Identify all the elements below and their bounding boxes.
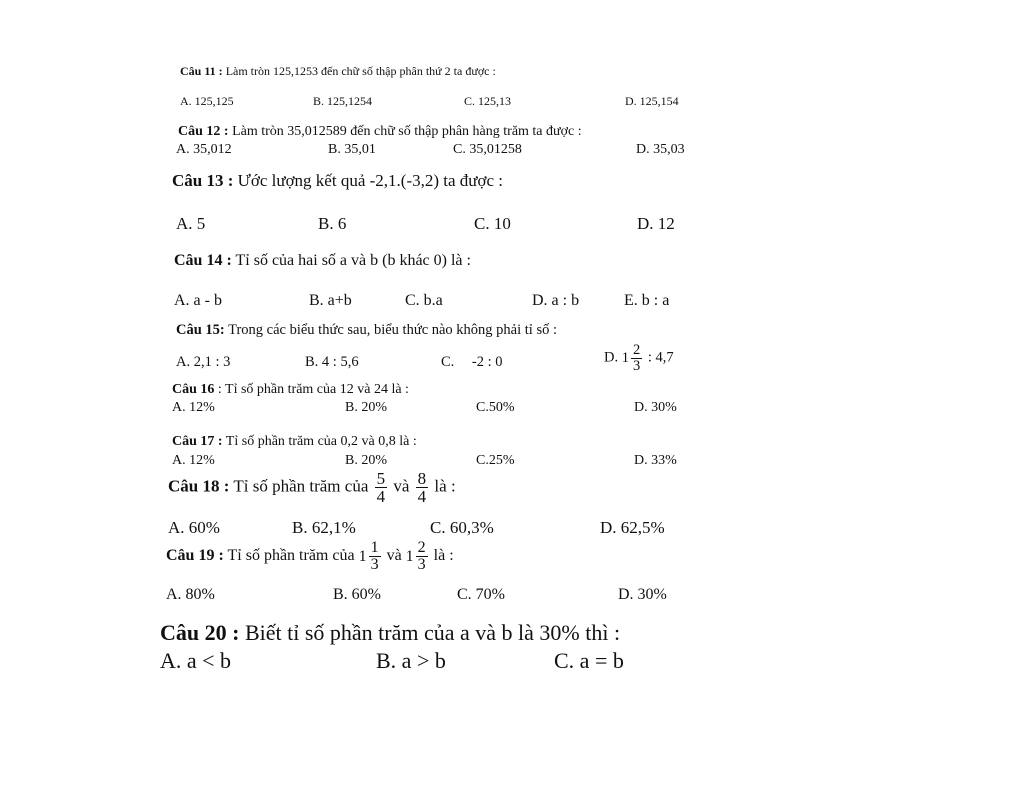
q19-option-d: D. 30%: [618, 586, 667, 603]
question-19-text: Tỉ số phần trăm của: [223, 547, 355, 565]
question-12-text: Làm tròn 35,012589 đến chữ số thập phân hàng trăm ta được :: [228, 124, 582, 139]
question-15: [176, 322, 557, 339]
fraction-denominator: 3: [417, 556, 426, 573]
question-17: [172, 434, 417, 450]
q13-option-a: A. 5: [176, 214, 206, 233]
q18-option-b: B. 62,1%: [292, 518, 356, 537]
question-19: [166, 540, 454, 573]
q13-option-d: D. 12: [637, 214, 675, 233]
question-16-label: Câu 16: [172, 382, 215, 397]
q20-option-b: B. a > b: [376, 648, 446, 673]
q16-option-b: B. 20%: [345, 400, 387, 415]
question-11-label: Câu 11 :: [180, 64, 223, 78]
q19-and: và: [386, 547, 402, 565]
q12-option-a: A. 35,012: [176, 142, 232, 157]
q18-fraction-2: [416, 470, 429, 505]
q18-option-c: C. 60,3%: [430, 518, 494, 537]
fraction-numerator: 8: [417, 469, 427, 488]
question-15-label: Câu 15:: [176, 322, 225, 338]
q15-option-d-mixed-number: [622, 343, 645, 373]
q14-option-d: D. a : b: [532, 292, 580, 309]
question-13-text: Ước lượng kết quả -2,1.(-3,2) ta được :: [233, 171, 504, 190]
q18-option-d: D. 62,5%: [600, 518, 665, 537]
question-13-label: Câu 13 :: [172, 171, 234, 190]
question-11: [180, 64, 496, 79]
question-14-label: Câu 14 :: [174, 252, 232, 269]
fraction-numerator: 1: [370, 539, 379, 556]
fraction-numerator: 2: [417, 539, 426, 556]
question-18-text: Tỉ số phần trăm của: [229, 476, 369, 496]
q17-option-c: C.25%: [476, 453, 515, 468]
question-18-label: Câu 18 :: [168, 476, 230, 496]
question-12-label: Câu 12 :: [178, 124, 229, 139]
q19-mixed-number-2: [406, 540, 430, 573]
fraction-denominator: 4: [417, 487, 427, 506]
q18-and: và: [393, 476, 410, 496]
q11-option-a: A. 125,125: [180, 94, 234, 108]
question-19-label: Câu 19 :: [166, 547, 224, 565]
q20-option-c: C. a = b: [554, 648, 624, 673]
question-20-text: Biết tỉ số phần trăm của a và b là 30% thì :: [239, 620, 621, 645]
q19-text-post: là :: [433, 547, 454, 565]
q14-option-a: A. a - b: [174, 292, 222, 309]
mixed-whole: 1: [358, 547, 367, 565]
q15-option-c-value: -2 : 0: [471, 354, 503, 370]
q12-option-b: B. 35,01: [328, 142, 376, 157]
question-13: [172, 171, 503, 191]
question-15-text: Trong các biểu thức sau, biểu thức nào không phải tỉ số :: [224, 322, 558, 338]
q18-fraction-1: [375, 470, 388, 505]
mixed-fraction: [416, 540, 428, 573]
q15-option-a: A. 2,1 : 3: [176, 354, 231, 370]
q16-option-d: D. 30%: [634, 400, 677, 415]
q16-option-c: C.50%: [476, 400, 515, 415]
q11-option-b: B. 125,1254: [313, 94, 373, 108]
question-12: [178, 124, 582, 140]
question-14: [174, 252, 471, 270]
q12-option-c: C. 35,01258: [453, 142, 522, 157]
question-11-text: Làm tròn 125,1253 đến chữ số thập phân thứ 2 ta được :: [222, 64, 496, 78]
q17-option-a: A. 12%: [172, 453, 215, 468]
q12-option-d: D. 35,03: [636, 142, 685, 157]
q15-option-d-whole: 1: [621, 349, 629, 366]
mixed-fraction: [369, 540, 381, 573]
q17-option-d: D. 33%: [634, 453, 677, 468]
fraction-denominator: 3: [370, 556, 379, 573]
q17-option-b: B. 20%: [345, 453, 387, 468]
q19-option-c: C. 70%: [457, 586, 505, 603]
q14-option-e: E. b : a: [624, 292, 670, 309]
q15-option-d-rest: : 4,7: [647, 349, 674, 366]
q14-option-c: C. b.a: [405, 292, 443, 309]
question-16-text: : Tỉ số phần trăm của 12 và 24 là :: [214, 382, 409, 397]
question-14-text: Tỉ số của hai số a và b (b khác 0) là :: [231, 252, 471, 269]
q18-text-post: là :: [434, 476, 456, 496]
fraction-numerator: 2: [632, 342, 641, 358]
q15-option-d-prefix: D.: [604, 349, 619, 366]
q11-option-c: C. 125,13: [464, 94, 512, 108]
q15-option-c: [441, 354, 503, 371]
question-18: [168, 470, 456, 505]
q15-option-c-prefix: C.: [441, 354, 455, 370]
question-17-label: Câu 17 :: [172, 434, 223, 449]
q16-option-a: A. 12%: [172, 400, 215, 415]
q11-option-d: D. 125,154: [625, 94, 679, 108]
q19-mixed-number-1: [359, 540, 383, 573]
question-17-text: Tỉ số phần trăm của 0,2 và 0,8 là :: [222, 434, 417, 449]
q13-option-b: B. 6: [318, 214, 347, 233]
fraction-numerator: 5: [376, 469, 386, 488]
question-20: [160, 620, 620, 646]
q19-option-a: A. 80%: [166, 586, 215, 603]
q20-option-a: A. a < b: [160, 648, 232, 673]
mixed-whole: 1: [405, 547, 414, 565]
q15-option-d: [604, 343, 674, 373]
q15-option-d-fraction: [631, 343, 642, 373]
q15-option-b: B. 4 : 5,6: [305, 354, 359, 370]
fraction-denominator: 3: [632, 357, 641, 374]
q18-option-a: A. 60%: [168, 518, 220, 537]
q19-option-b: B. 60%: [333, 586, 381, 603]
q13-option-c: C. 10: [474, 214, 511, 233]
q14-option-b: B. a+b: [309, 292, 352, 309]
question-16: [172, 382, 409, 398]
fraction-denominator: 4: [376, 487, 386, 506]
question-20-label: Câu 20 :: [160, 620, 240, 645]
